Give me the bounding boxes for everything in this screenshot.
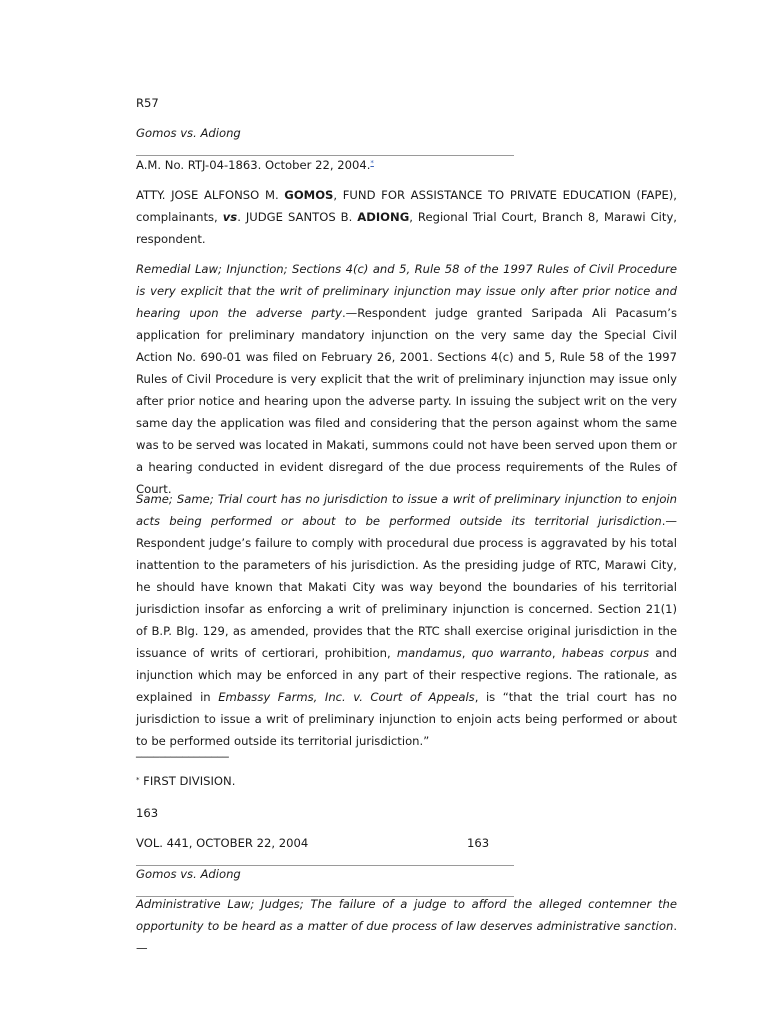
syllabus-paragraph-3 (136, 893, 677, 959)
syllabus-body: , is “that the trial court has no jurisdiction to issue a writ of preliminary injunction to enjoin acts being performed or about to be performed outside its territorial jurisdiction.” (136, 690, 677, 748)
parties-text: . JUDGE SANTOS B. (237, 210, 358, 224)
syllabus-heading: Administrative Law; Judges; The failure of a judge to afford the alleged contemner the opportunity to be heard as a matter of due process of law deserves administrative sanction (136, 897, 677, 933)
footnote-link[interactable]: * (370, 159, 374, 167)
parties-text: ATTY. JOSE ALFONSO M. (136, 188, 285, 202)
reference-code: R57 (136, 96, 159, 110)
running-header-volume: VOL. 441, OCTOBER 22, 2004 (136, 836, 309, 850)
syllabus-body: , (551, 646, 562, 660)
header-rule (136, 155, 514, 156)
parties-text: respondent. (136, 232, 206, 246)
footnote (136, 773, 235, 789)
footnote-text: FIRST DIVISION. (139, 774, 236, 788)
complainant-name: GOMOS (284, 188, 334, 202)
syllabus-body: .— (136, 919, 677, 955)
parties-paragraph (136, 184, 677, 250)
cited-case: Embassy Farms, Inc. v. Court of Appeals (218, 690, 475, 704)
parties-text: , FUND FOR ASSISTANCE TO PRIVATE EDUCATION (FAPE), (333, 188, 677, 202)
footnote-separator: ________________ (136, 744, 229, 758)
syllabus-body: .—Respondent judge granted Saripada Ali Pacasum’s application for preliminary mandatory injunction on the very same day the Special Civil Action No. 690-01 was filed on February 26, 2001. Sections 4(c) and 5, Rule 58 of the 1997 Rules of Civil Procedure is very explicit that the writ of preliminary injunction may issue only after prior notice and hearing upon the adverse party. In issuing the subject writ on the very same day the application was filed and considering that the person against whom the same was to be served was located in Makati, summons could not have been served upon them or a hearing conducted in evident disregard of the due process requirements of the Rules of Court. (136, 306, 677, 496)
latin-term: habeas corpus (561, 646, 650, 660)
versus-label: vs (222, 210, 238, 224)
parties-text: complainants, (136, 210, 223, 224)
latin-term: mandamus (396, 646, 462, 660)
syllabus-body: , (461, 646, 472, 660)
syllabus-paragraph-2 (136, 488, 677, 752)
respondent-name: ADIONG (357, 210, 410, 224)
footnote-marker: * (136, 776, 140, 784)
case-docket (136, 157, 374, 173)
latin-term: quo warranto (471, 646, 552, 660)
syllabus-heading: Same; Same; Trial court has no jurisdiction to issue a writ of preliminary injunction to enjoin acts being performed or about to be performed outside its territorial jurisdiction (136, 492, 677, 528)
syllabus-heading: Remedial Law; Injunction; Sections 4(c) and 5, Rule 58 of the 1997 Rules of Civil Procedure is very explicit that the writ of preliminary injunction may issue only after prior notice and hearing upon the adverse party (136, 262, 677, 320)
parties-text: , Regional Trial Court, Branch 8, Marawi City, (409, 210, 677, 224)
syllabus-paragraph-1 (136, 258, 677, 500)
case-title: Gomos vs. Adiong (136, 126, 241, 140)
syllabus-body: .—Respondent judge’s failure to comply with procedural due process is aggravated by his total inattention to the parameters of his jurisdiction. As the presiding judge of RTC, Marawi City, he should have known that Makati City was way beyond the boundaries of his territorial jurisdiction insofar as enforcing a writ of preliminary injunction is concerned. Section 21(1) of B.P. Blg. 129, as amended, provides that the RTC shall exercise original jurisdiction in the issuance of writs of certiorari, prohibition, (136, 514, 677, 660)
syllabus-body: and injunction which may be enforced in any part of their respective regions. The rationale, as explained in (136, 646, 678, 704)
docket-text: A.M. No. RTJ-04-1863. October 22, 2004. (136, 158, 371, 172)
page-number: 163 (136, 806, 159, 820)
running-header-page: 163 (467, 836, 490, 850)
running-header-case-title: Gomos vs. Adiong (136, 867, 241, 881)
